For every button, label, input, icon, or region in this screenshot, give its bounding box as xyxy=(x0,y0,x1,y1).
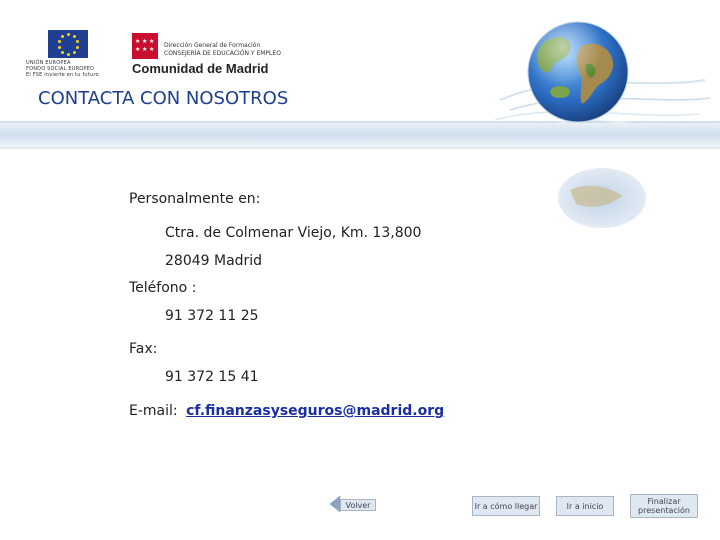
madrid-flag-icon: ★ ★ ★ ★ ★ ★ xyxy=(132,33,158,59)
eu-logo-text: UNIÓN EUROPEA FONDO SOCIAL EUROPEO El FSE invierte en tu futuro xyxy=(26,60,99,78)
eu-flag-icon xyxy=(48,30,88,58)
page-title: CONTACTA CON NOSOTROS xyxy=(38,88,289,109)
cm-logo-line2: CONSEJERÍA DE EDUCACIÓN Y EMPLEO xyxy=(164,50,281,57)
cm-logo-name: Comunidad de Madrid xyxy=(132,61,269,76)
fax-number: 91 372 15 41 xyxy=(165,369,259,385)
fax-label: Fax: xyxy=(129,341,158,357)
address-line2: 28049 Madrid xyxy=(165,253,263,269)
email-link[interactable]: cf.finanzasyseguros@madrid.org xyxy=(186,403,445,419)
email-row xyxy=(129,403,444,419)
directions-button[interactable]: Ir a cómo llegar xyxy=(472,496,540,516)
phone-label: Teléfono : xyxy=(129,280,197,296)
home-button[interactable]: Ir a inicio xyxy=(556,496,614,516)
address-line1: Ctra. de Colmenar Viejo, Km. 13,800 xyxy=(165,225,422,241)
back-button[interactable] xyxy=(330,495,378,513)
eu-logo xyxy=(26,30,116,80)
back-button-label: Volver xyxy=(340,499,376,511)
globe-illustration xyxy=(490,10,715,230)
phone-number: 91 372 11 25 xyxy=(165,308,259,324)
email-label: E-mail: xyxy=(129,403,178,419)
finish-presentation-button[interactable]: Finalizar presentación xyxy=(630,494,698,518)
comunidad-madrid-logo xyxy=(132,33,302,78)
in-person-label: Personalmente en: xyxy=(129,191,261,207)
cm-logo-line1: Dirección General de Formación xyxy=(164,42,261,49)
